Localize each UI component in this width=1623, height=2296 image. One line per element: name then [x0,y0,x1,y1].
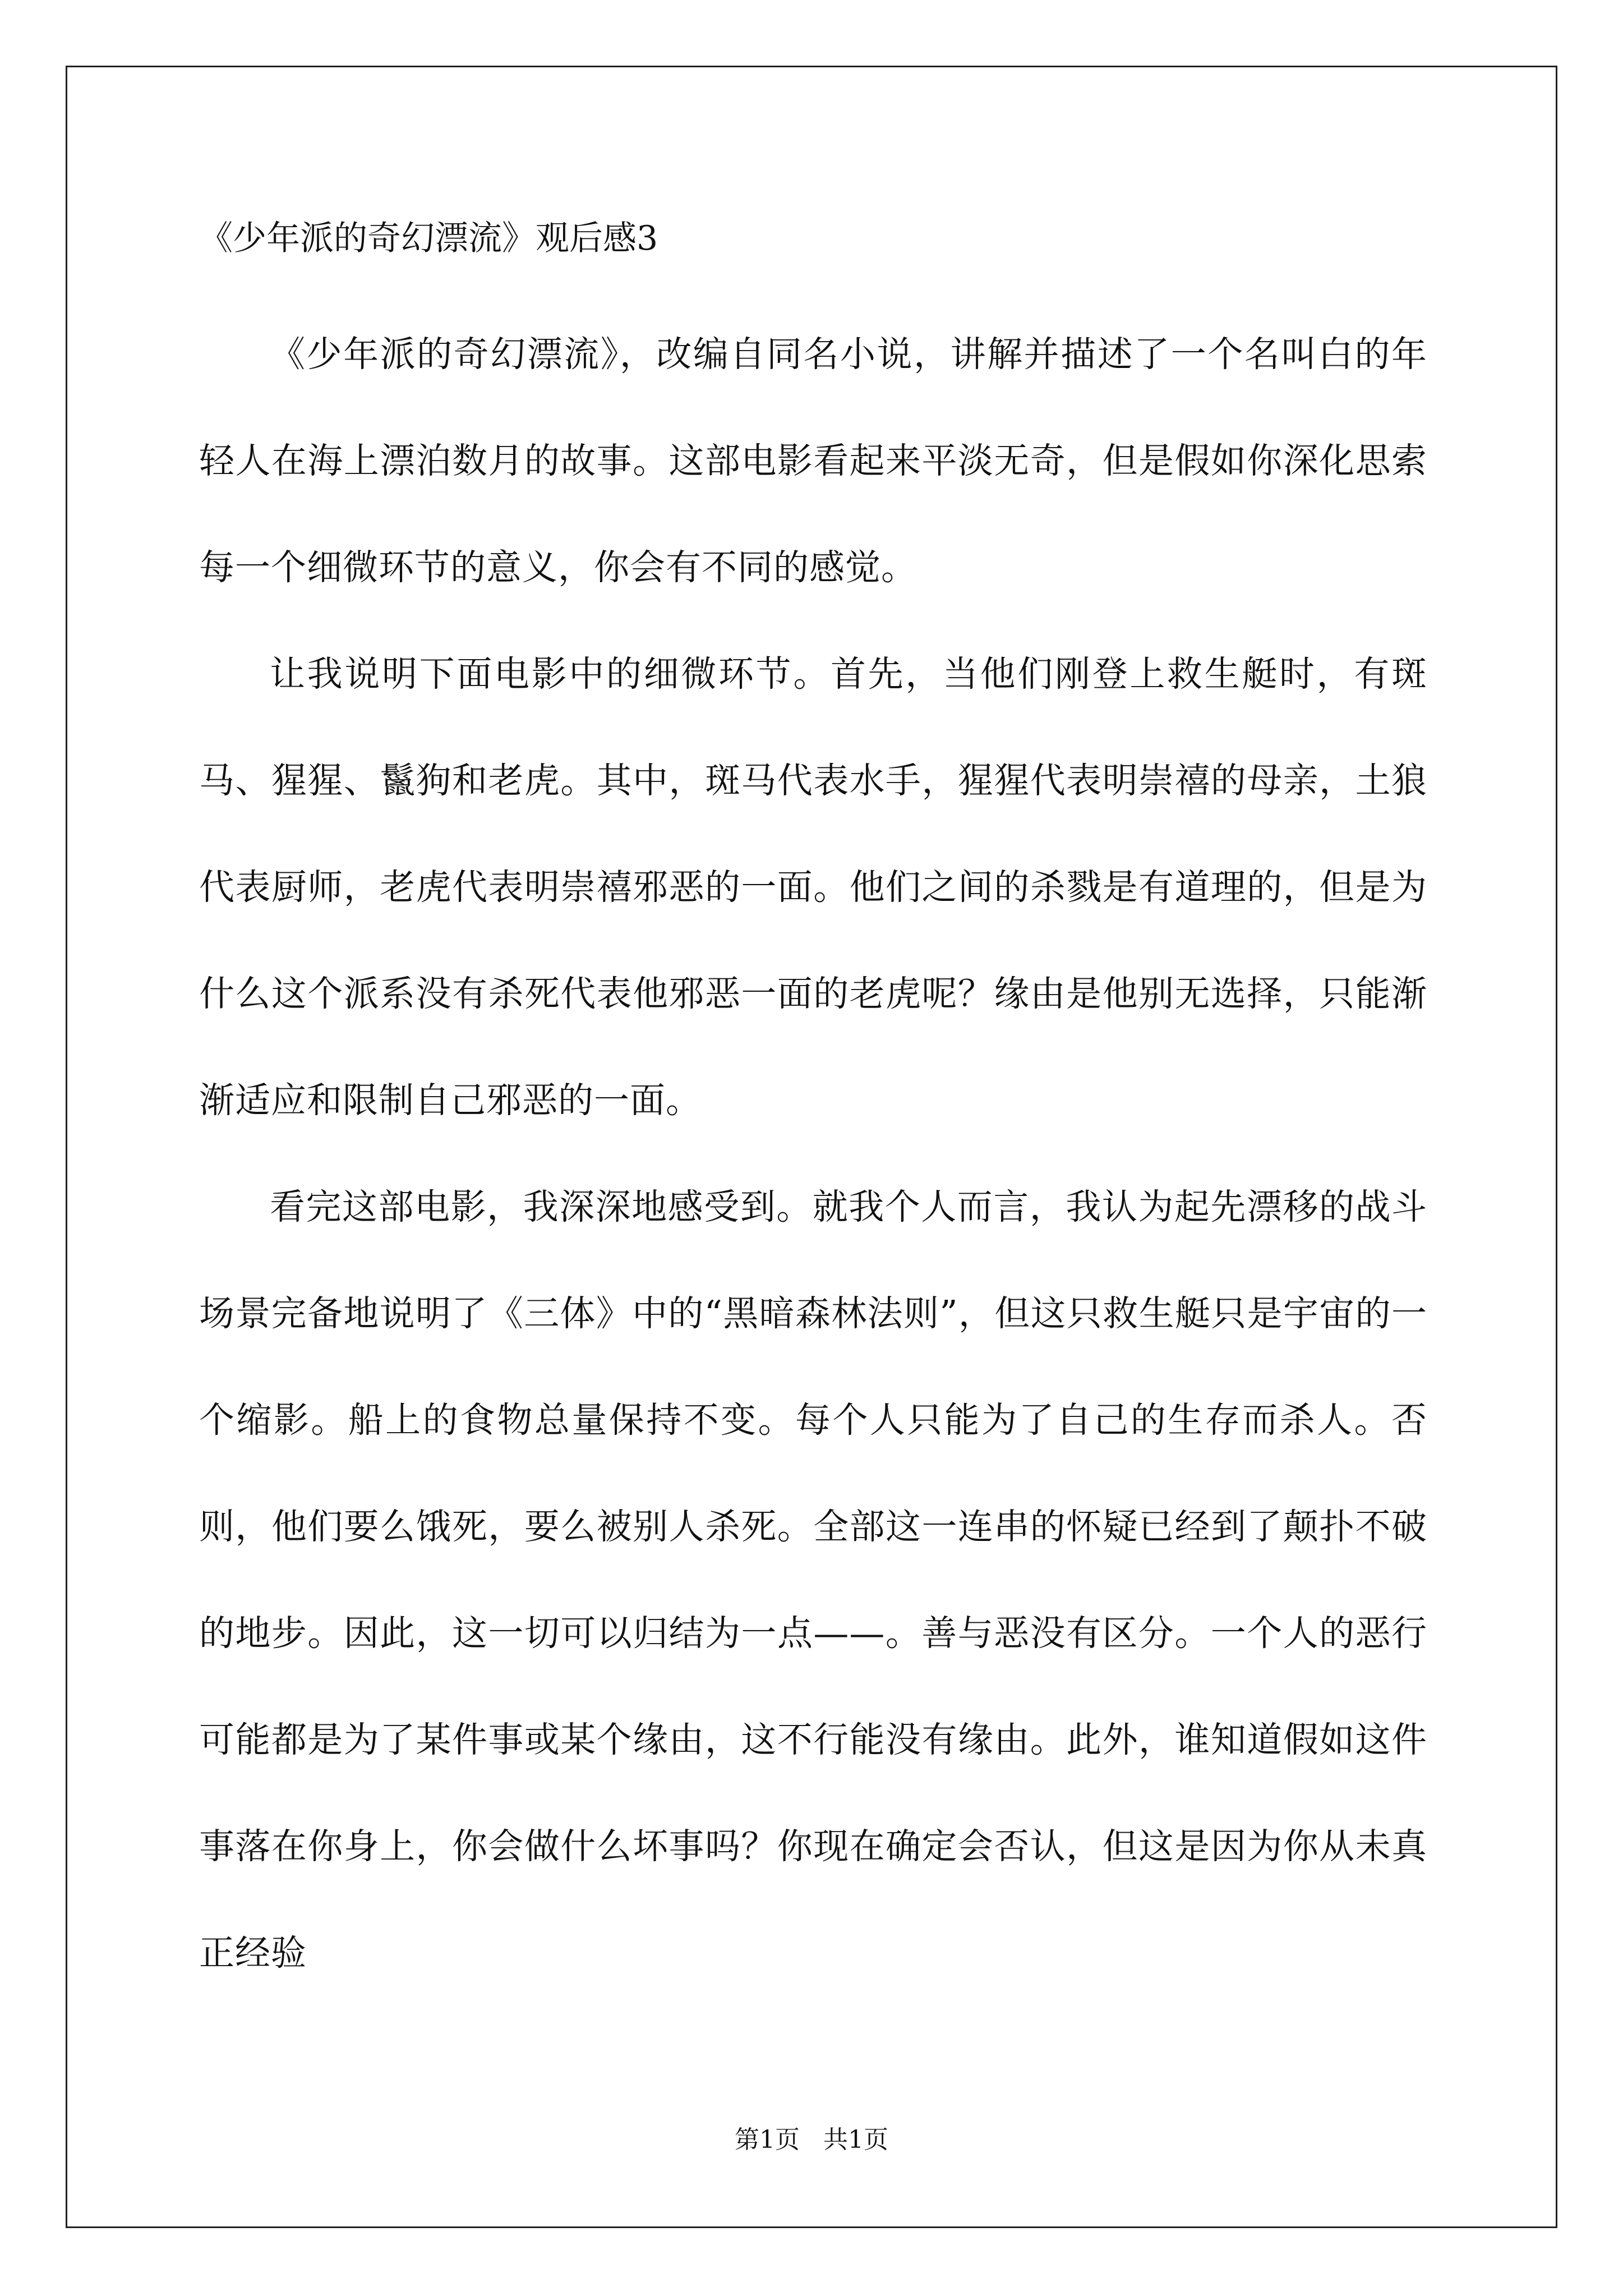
paragraph-2: 让我说明下面电影中的细微环节。首先，当他们刚登上救生艇时，有斑马、猩猩、鬣狗和老虎。其中，斑马代表水手，猩猩代表明崇禧的母亲，土狼代表厨师，老虎代表明崇禧邪恶的一面。他们之间的杀戮是有道理的，但是为什么这个派系没有杀死代表他邪恶一面的老虎呢？缘由是他别无选择，只能渐渐适应和限制自己邪恶的一面。 [199,654,1427,1121]
paragraph-1: 《少年派的奇幻漂流》，改编自同名小说，讲解并描述了一个名叫白的年轻人在海上漂泊数月的故事。这部电影看起来平淡无奇，但是假如你深化思索每一个细微环节的意义，你会有不同的感觉。 [199,334,1427,588]
page-footer: 第1页 共1页 [735,2125,888,2154]
document-title: 《少年派的奇幻漂流》观后感3 [199,219,658,258]
paragraph-3: 看完这部电影，我深深地感受到。就我个人而言，我认为起先漂移的战斗场景完备地说明了《三体》中的“黑暗森林法则”，但这只救生艇只是宇宙的一个缩影。船上的食物总量保持不变。每个人只能为了自己的生存而杀人。否则，他们要么饿死，要么被别人杀死。全部这一连串的怀疑已经到了颠扑不破的地步。因此，这一切可以归结为一点——。善与恶没有区分。一个人的恶行可能都是为了某件事或某个缘由，这不行能没有缘由。此外，谁知道假如这件事落在你身上，你会做什么坏事吗？你现在确定会否认，但这是因为你从未真正经验 [199,1186,1427,1973]
document-body [199,213,1427,2007]
